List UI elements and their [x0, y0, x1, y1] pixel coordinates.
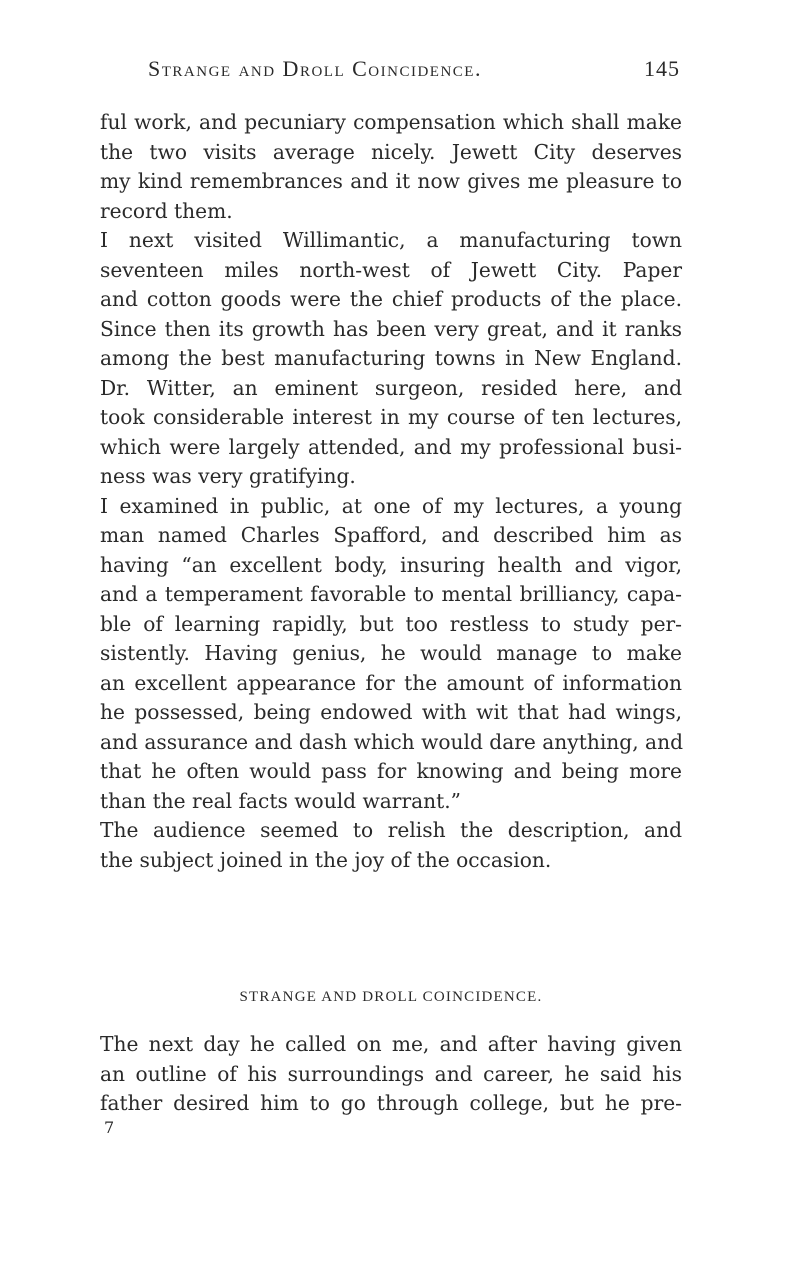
- text-line: an excellent appearance for the amount of information: [100, 670, 682, 695]
- text-line: and cotton goods were the chief products of the place.: [100, 287, 682, 311]
- text-line: sistently. Having genius, he would manage to make: [100, 641, 682, 665]
- text-line: which were largely attended, and my professional busi-: [100, 434, 682, 459]
- section-body-text: [100, 1030, 682, 1119]
- text-line: the subject joined in the joy of the occasion.: [100, 847, 552, 872]
- text-line: seventeen miles north-west of Jewett City. Paper: [100, 257, 682, 282]
- text-line: that he often would pass for knowing and being more: [100, 759, 682, 783]
- text-line: having “an excellent body, insuring health and vigor,: [100, 552, 682, 577]
- section-heading: STRANGE AND DROLL COINCIDENCE.: [239, 989, 543, 1005]
- page-number: 145: [644, 56, 680, 81]
- text-line: ble of learning rapidly, but too restless to study per-: [100, 611, 682, 636]
- signature-mark: 7: [104, 1118, 115, 1137]
- text-line: I next visited Willimantic, a manufacturing town: [100, 228, 682, 252]
- text-line: record them.: [100, 198, 233, 223]
- text-line: an outline of his surroundings and career, he said his: [100, 1061, 682, 1086]
- text-line: ness was very gratifying.: [100, 464, 356, 488]
- text-line: Since then its growth has been very great, and it ranks: [100, 316, 682, 341]
- text-line: ful work, and pecuniary compensation which shall make: [100, 110, 682, 134]
- text-line: my kind remembrances and it now gives me pleasure to: [100, 169, 682, 193]
- body-text: [100, 108, 682, 875]
- text-line: he possessed, being endowed with wit that had wings,: [100, 700, 682, 724]
- text-line: the two visits average nicely. Jewett City deserves: [100, 139, 682, 164]
- text-line: The audience seemed to relish the description, and: [100, 818, 682, 842]
- text-line: than the real facts would warrant.”: [100, 788, 461, 813]
- running-head: [148, 56, 680, 86]
- text-line: man named Charles Spafford, and described him as: [100, 523, 682, 547]
- text-line: The next day he called on me, and after having given: [100, 1032, 682, 1056]
- text-line: and assurance and dash which would dare anything, and: [100, 729, 684, 754]
- text-line: among the best manufacturing towns in New England.: [100, 346, 682, 370]
- running-title: Strange and Droll Coincidence.: [148, 56, 482, 81]
- text-line: and a temperament favorable to mental brilliancy, capa-: [100, 582, 682, 606]
- text-line: I examined in public, at one of my lectures, a young: [100, 493, 682, 518]
- section-heading-wrap: [100, 986, 682, 1006]
- text-line: Dr. Witter, an eminent surgeon, resided here, and: [100, 375, 682, 400]
- text-line: took considerable interest in my course of ten lectures,: [100, 405, 682, 429]
- text-line: father desired him to go through college, but he pre-: [100, 1091, 682, 1115]
